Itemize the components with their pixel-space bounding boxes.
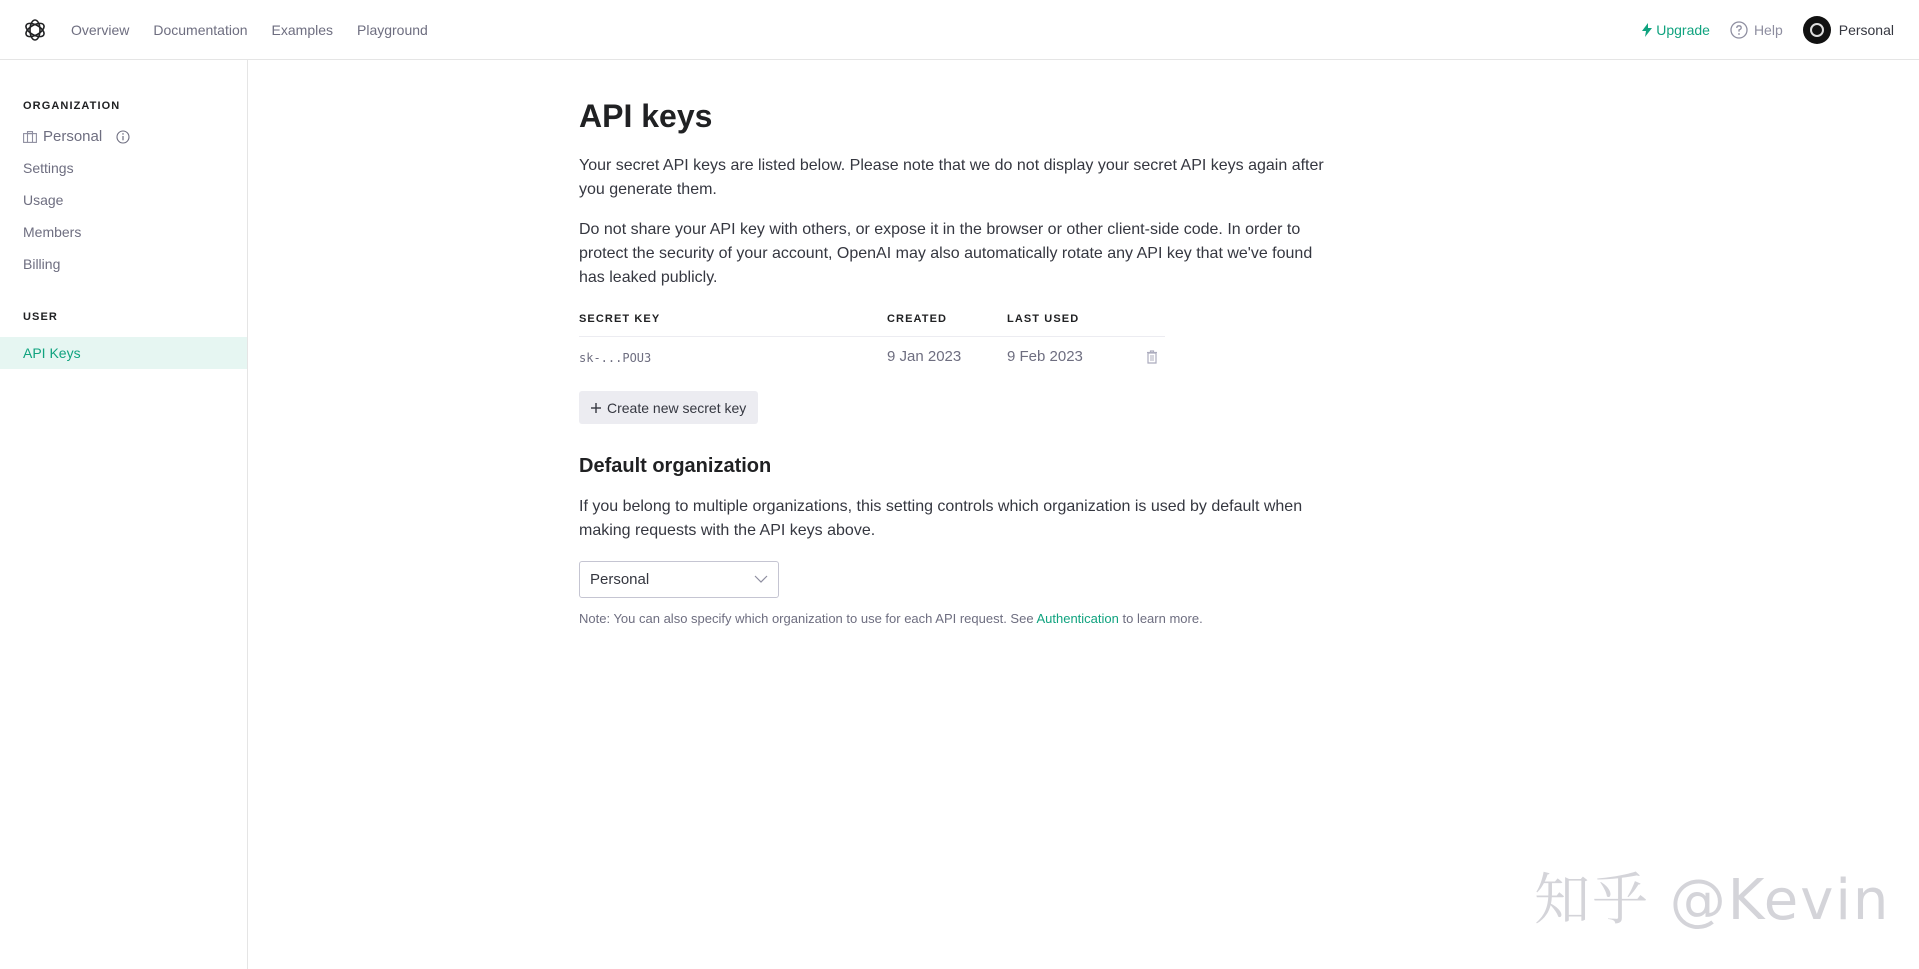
last-used-date: 9 Feb 2023 xyxy=(1007,348,1083,365)
table-divider xyxy=(579,336,1165,337)
sidebar-heading-user: USER xyxy=(23,311,58,323)
default-org-description: If you belong to multiple organizations, this setting controls which organization is used by default when making requests with the API keys above. xyxy=(579,498,1303,539)
nav-playground[interactable]: Playground xyxy=(357,22,428,38)
nav-overview[interactable]: Overview xyxy=(71,22,130,38)
authentication-link[interactable]: Authentication xyxy=(1036,611,1119,626)
sidebar-item-usage[interactable]: Usage xyxy=(23,192,64,208)
trash-icon[interactable] xyxy=(1145,349,1159,365)
sidebar xyxy=(0,60,248,969)
sidebar-item-settings[interactable]: Settings xyxy=(23,160,74,176)
sidebar-item-api-keys[interactable]: API Keys xyxy=(0,337,247,369)
account-menu[interactable] xyxy=(1803,16,1894,44)
nav-documentation[interactable]: Documentation xyxy=(153,22,248,38)
openai-logo-icon[interactable] xyxy=(22,17,48,43)
sidebar-item-members[interactable]: Members xyxy=(23,224,82,240)
note-suffix: to learn more. xyxy=(1118,611,1203,626)
org-note xyxy=(579,611,1203,626)
org-name-row xyxy=(23,128,130,145)
top-nav xyxy=(71,0,428,60)
default-org-select-value: Personal xyxy=(590,571,650,588)
help-label: Help xyxy=(1753,22,1783,38)
create-secret-key-label: Create new secret key xyxy=(607,399,747,416)
default-org-title: Default organization xyxy=(579,455,772,477)
top-right-actions xyxy=(1642,0,1894,60)
secret-key-value: sk-...POU3 xyxy=(579,351,652,365)
nav-examples[interactable]: Examples xyxy=(271,22,333,38)
org-name: Personal xyxy=(43,128,103,145)
lightning-icon xyxy=(1642,23,1652,37)
top-bar xyxy=(0,0,1919,60)
column-header-secret-key: SECRET KEY xyxy=(579,313,661,325)
info-icon[interactable] xyxy=(116,130,130,144)
upgrade-label: Upgrade xyxy=(1656,22,1710,38)
help-button[interactable] xyxy=(1730,21,1783,39)
column-header-last-used: LAST USED xyxy=(1007,313,1080,325)
watermark: 知乎 @Kevin xyxy=(1534,868,1891,933)
question-circle-icon xyxy=(1730,21,1748,39)
chevron-down-icon xyxy=(754,575,768,583)
upgrade-button[interactable] xyxy=(1642,22,1710,38)
create-secret-key-button[interactable] xyxy=(579,391,758,424)
created-date: 9 Jan 2023 xyxy=(887,348,962,365)
plus-icon xyxy=(591,403,601,413)
page-title: API keys xyxy=(579,98,713,134)
default-org-select[interactable] xyxy=(579,561,779,598)
building-icon xyxy=(23,131,37,143)
intro-paragraph: Your secret API keys are listed below. Please note that we do not display your secret API keys again after you generate them. xyxy=(579,157,1324,198)
avatar xyxy=(1803,16,1831,44)
security-paragraph: Do not share your API key with others, or expose it in the browser or other client-side code. In order to protect the security of your account, OpenAI may also automatically rotate any API key that we've found has leaked publicly. xyxy=(579,221,1313,286)
note-prefix: Note: You can also specify which organization to use for each API request. See xyxy=(579,611,1037,626)
sidebar-item-billing[interactable]: Billing xyxy=(23,256,61,272)
sidebar-heading-organization: ORGANIZATION xyxy=(23,100,121,112)
column-header-created: CREATED xyxy=(887,313,948,325)
account-label: Personal xyxy=(1838,22,1894,38)
